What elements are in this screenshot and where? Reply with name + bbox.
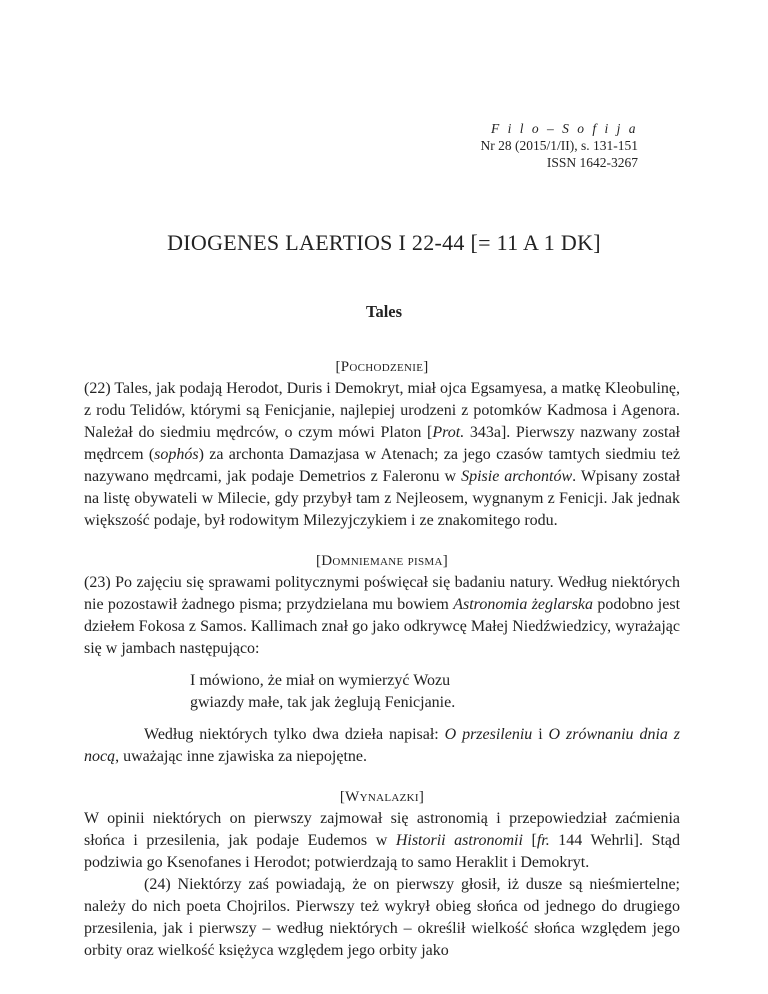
text-run: ) za archonta Damazjasa w Atenach; za jego czasów tamtych siedmiu też nazywano mędrcami, jak podaje Demetrios z Faleronu w <box>84 446 680 485</box>
paragraph-wynalazki <box>84 808 680 874</box>
text-run: 144 Wehrli]. Stąd podziwia go Ksenofanes i Herodot; potwierdzają to samo Heraklit i Demokryt. <box>84 832 681 871</box>
spacer <box>84 768 680 786</box>
text-run: Według niektórych tylko dwa dzieła napisał: <box>144 726 445 743</box>
paragraph-pisma <box>84 572 680 660</box>
spacer <box>84 532 680 550</box>
paragraph-wynalazki-2: (24) Niektórzy zaś powiadają, że on pierwszy głosił, iż dusze są nieśmiertelne; należy do nich poeta Chojrilos. Pierwszy też wykrył obieg słońca od jednego do drugiego przesilenia, jak i pierwszy – według niektórych – określił wielkość słońca względem jego orbity oraz wielkość księżyca względem jego orbity jako <box>84 876 680 959</box>
journal-issue: Nr 28 (2015/1/II), s. 131-151 <box>480 138 638 153</box>
text-run: W opinii niektórych on pierwszy zajmował się astronomią i przepowiedział zaćmienia słońca i przesilenia, jak podaje Eudemos w <box>84 810 680 849</box>
journal-info <box>378 120 638 171</box>
italic-run: Historii astronomii <box>395 832 523 849</box>
paragraph-pochodzenie <box>84 378 680 532</box>
italic-run: O przesileniu <box>444 726 533 743</box>
article-body <box>84 356 680 962</box>
journal-name: F i l o – S o f i j a <box>491 121 638 136</box>
text-run: , uważając inne zjawiska za niepojętne. <box>115 748 367 765</box>
section-heading-pochodzenie: [Pochodzenie] <box>335 359 429 375</box>
verse-line: I mówiono, że miał on wymierzyć Wozu <box>190 672 451 689</box>
italic-run: sophós <box>154 446 199 463</box>
text-run: i <box>532 726 549 743</box>
italic-run: O zrównaniu dnia z nocą <box>84 726 681 765</box>
italic-run: fr. <box>536 832 550 849</box>
article-subtitle: Tales <box>365 302 403 321</box>
text-run: podobno jest dziełem Fokosa z Samos. Kallimach znał go jako odkrywcę Małej Niedźwiedzicy, wyrażając się w jambach następująco: <box>84 596 681 657</box>
italic-run: Prot. <box>432 424 465 441</box>
section-heading-wynalazki: [Wynalazki] <box>339 789 425 805</box>
journal-issn: ISSN 1642-3267 <box>546 155 638 170</box>
italic-run: Spisie archontów <box>461 468 573 485</box>
text-run: (23) Po zajęciu się sprawami politycznymi poświęcał się badaniu natury. Według niektórych nie pozostawił żadnego pisma; przydzielana mu bowiem <box>84 574 680 613</box>
text-run: 343a]. Pierwszy nazwany został mędrcem ( <box>84 424 680 463</box>
section-heading-pisma: [Domniemane pisma] <box>315 553 449 569</box>
verse-quote <box>190 670 680 714</box>
verse-line: gwiazdy małe, tak jak żeglują Fenicjanie. <box>190 694 456 711</box>
spacer <box>84 714 680 724</box>
paragraph-pisma-2 <box>84 724 680 768</box>
text-run: (22) Tales, jak podają Herodot, Duris i Demokryt, miał ojca Egsamyesa, a matkę Kleobulinę, z rodu Telidów, którymi są Fenicjanie, najlepiej urodzeni z potomków Kadmosa i Agenora. Należał do siedmiu mędrców, o czym mówi Platon [ <box>84 380 680 441</box>
article-title: DIOGENES LAERTIOS I 22-44 [= 11 A 1 DK] <box>167 230 601 255</box>
text-run: . Wpisany został na listę obywateli w Milecie, gdy przybył tam z Nejleosem, wygnanym z Fenicji. Jak jednak większość podaje, był rodowitym Milezyjczykiem i ze znakomitego rodu. <box>84 468 681 529</box>
italic-run: Astronomia żeglarska <box>453 596 594 613</box>
text-run: [ <box>522 832 537 849</box>
